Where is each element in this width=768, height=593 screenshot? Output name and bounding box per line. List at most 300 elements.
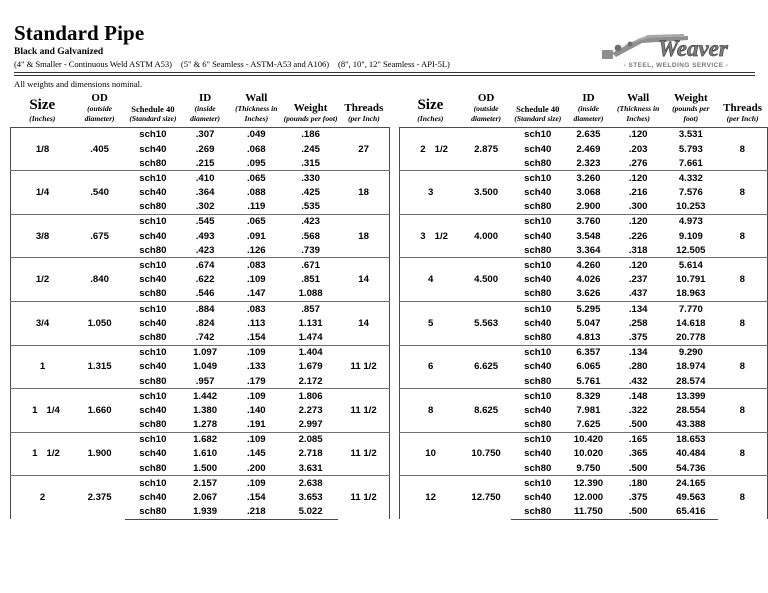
- cell-wall: .375: [628, 492, 648, 504]
- cell-wall: .134: [612, 345, 664, 360]
- cell-weight: .245: [301, 143, 320, 155]
- size-fraction: 1/8: [35, 143, 50, 155]
- table-row: [11, 258, 390, 273]
- cell-schedule: sch40: [524, 274, 552, 286]
- cell-size: [400, 171, 462, 215]
- cell-schedule: sch40: [139, 361, 167, 373]
- cell-id: .824: [195, 317, 215, 329]
- cell-schedule: sch10: [125, 432, 180, 447]
- cell-id: 3.068: [576, 187, 601, 199]
- cell-id: 2.323: [576, 157, 601, 169]
- cell-weight: 7.576: [678, 187, 703, 199]
- cell-id: .302: [195, 201, 215, 213]
- pipe-table-right: [399, 92, 768, 520]
- cell-weight: 1.088: [298, 288, 323, 300]
- cell-schedule: sch80: [524, 288, 552, 300]
- cell-schedule: sch40: [139, 187, 167, 199]
- cell-od: .840: [74, 258, 125, 302]
- cell-size: [400, 258, 462, 302]
- column-header-wall: [612, 92, 664, 127]
- column-header-title: Threads: [344, 101, 384, 114]
- cell-schedule: sch10: [125, 389, 180, 404]
- size-fraction: 1/2: [46, 448, 60, 460]
- column-header-subtitle: (inside diameter): [573, 104, 604, 124]
- cell-schedule: sch40: [139, 404, 167, 416]
- cell-id: 2.469: [576, 143, 601, 155]
- cell-weight: 10.253: [676, 201, 706, 213]
- logo-brand-text: Weaver: [658, 36, 728, 61]
- cell-size: [400, 214, 462, 258]
- cell-schedule: sch40: [524, 143, 552, 155]
- cell-schedule: sch10: [511, 171, 565, 186]
- size-fraction: 6: [427, 361, 434, 373]
- cell-id: 3.260: [565, 171, 613, 186]
- cell-threads: 8: [739, 143, 745, 155]
- cell-schedule: sch80: [511, 505, 565, 520]
- cell-wall: .500: [628, 462, 648, 474]
- cell-weight: 1.131: [298, 317, 323, 329]
- cell-wall: .179: [246, 375, 266, 387]
- table-row: [400, 432, 768, 447]
- cell-wall: .109: [230, 389, 283, 404]
- cell-weight: 1.806: [283, 389, 338, 404]
- cell-wall: .068: [246, 143, 266, 155]
- cell-od: .405: [90, 143, 109, 155]
- cell-weight: .851: [301, 274, 320, 286]
- cell-weight: 4.332: [664, 171, 718, 186]
- column-header-schedule-40: [125, 92, 180, 127]
- cell-wall: .154: [246, 331, 266, 343]
- cell-wall: .280: [628, 361, 648, 373]
- cell-weight: .568: [301, 230, 320, 242]
- column-header-title: Size: [29, 97, 56, 114]
- cell-od: 6.625: [461, 345, 511, 389]
- cell-weight: 2.172: [298, 375, 323, 387]
- cell-schedule: sch10: [511, 345, 565, 360]
- cell-schedule: sch80: [139, 244, 167, 256]
- cell-id: .307: [195, 129, 215, 141]
- cell-wall: .134: [612, 302, 664, 317]
- cell-wall: .276: [628, 157, 648, 169]
- spec-standard-2: (5" & 6" Seamless - ASTM-A53 and A106): [180, 59, 330, 70]
- cell-threads: 8: [718, 171, 768, 215]
- cell-wall: .049: [246, 129, 266, 141]
- cell-wall: .318: [628, 244, 648, 256]
- cell-schedule: sch10: [511, 214, 565, 229]
- size-fraction: 12: [425, 492, 436, 504]
- page-title: Standard Pipe: [14, 21, 145, 45]
- logo-tagline: - STEEL, WELDING SERVICE -: [623, 62, 729, 69]
- cell-wall: .154: [246, 492, 266, 504]
- size-fraction: 1/2: [434, 230, 448, 242]
- cell-weight: 2.997: [298, 419, 323, 431]
- cell-id: 1.442: [181, 389, 230, 404]
- cell-id: .364: [195, 187, 215, 199]
- weaver-logo: [596, 26, 756, 72]
- cell-weight: 2.085: [283, 432, 338, 447]
- cell-id: 2.900: [576, 201, 601, 213]
- column-header-subtitle: (Standard size): [129, 114, 177, 124]
- cell-wall: .133: [246, 361, 266, 373]
- size-fraction: 1: [39, 361, 46, 373]
- cell-schedule: sch80: [524, 201, 552, 213]
- cell-weight: 2.718: [298, 448, 323, 460]
- cell-threads: 8: [718, 214, 768, 258]
- size-whole-number: 1: [32, 448, 38, 460]
- cell-schedule: sch40: [524, 361, 552, 373]
- cell-od: .540: [74, 171, 125, 215]
- column-header-subtitle: (Thickness in Inches): [616, 104, 660, 124]
- cell-weight: 7.661: [678, 157, 703, 169]
- cell-wall: .126: [246, 244, 266, 256]
- cell-weight: 18.963: [676, 288, 706, 300]
- cell-od: 4.000: [461, 214, 511, 258]
- cell-schedule: sch80: [139, 375, 167, 387]
- cell-od: 1.315: [74, 345, 125, 389]
- cell-weight: .671: [283, 258, 338, 273]
- cell-weight: 2.273: [298, 404, 323, 416]
- cell-id: 1.610: [193, 448, 218, 460]
- size-fraction: 1/2: [35, 274, 50, 286]
- cell-size: [11, 345, 75, 389]
- cell-wall: .145: [246, 448, 266, 460]
- cell-od: 3.500: [461, 171, 511, 215]
- cell-threads: 11 1/2: [338, 345, 389, 389]
- cell-od: .675: [74, 214, 125, 258]
- cell-schedule: sch40: [524, 404, 552, 416]
- column-header-size: [400, 92, 462, 127]
- cell-schedule: sch10: [511, 302, 565, 317]
- cell-id: 2.067: [193, 492, 218, 504]
- cell-weight: 18.974: [676, 361, 706, 373]
- cell-id: 4.026: [576, 274, 601, 286]
- cell-id: 3.760: [565, 214, 613, 229]
- cell-weight: 14.618: [676, 317, 706, 329]
- cell-schedule: sch10: [511, 258, 565, 273]
- cell-threads: 11 1/2: [338, 432, 389, 476]
- cell-wall: .109: [230, 476, 283, 491]
- cell-id: 1.049: [193, 361, 218, 373]
- cell-wall: .148: [612, 389, 664, 404]
- cell-threads: 18: [338, 214, 389, 258]
- cell-weight: 28.574: [676, 375, 706, 387]
- cell-weight: .423: [283, 214, 338, 229]
- cell-weight: .535: [301, 201, 320, 213]
- cell-weight: 9.109: [678, 230, 703, 242]
- cell-id: 1.278: [193, 419, 218, 431]
- cell-threads: 18: [338, 171, 389, 215]
- column-header-subtitle: (Inches): [29, 114, 56, 124]
- cell-weight: 3.631: [298, 462, 323, 474]
- cell-id: 11.750: [565, 505, 613, 520]
- column-header-subtitle: (per Inch): [347, 114, 380, 124]
- cell-od: 1.660: [74, 389, 125, 433]
- cell-id: .423: [195, 244, 215, 256]
- cell-id: 1.682: [181, 432, 230, 447]
- cell-threads: 27: [358, 143, 369, 155]
- cell-wall: .109: [230, 432, 283, 447]
- cell-schedule: sch80: [524, 331, 552, 343]
- cell-schedule: sch80: [524, 419, 552, 431]
- cell-schedule: sch10: [125, 258, 180, 273]
- cell-weight: 5.614: [664, 258, 718, 273]
- cell-weight: 1.474: [298, 331, 323, 343]
- size-fraction: 1/4: [35, 187, 50, 199]
- cell-size: [11, 171, 75, 215]
- cell-schedule: sch40: [139, 448, 167, 460]
- size-fraction: 3: [427, 187, 434, 199]
- nominal-dimensions-note: All weights and dimensions nominal.: [14, 79, 143, 90]
- cell-wall: .165: [612, 432, 664, 447]
- cell-id: 1.939: [181, 505, 230, 520]
- cell-schedule: sch10: [125, 214, 180, 229]
- weaver-logo-graphic: [596, 26, 756, 72]
- cell-weight: 20.778: [676, 331, 706, 343]
- cell-id: 1.097: [181, 345, 230, 360]
- cell-id: 6.065: [576, 361, 601, 373]
- cell-wall: .119: [247, 201, 266, 213]
- cell-id: 3.626: [576, 288, 601, 300]
- pipe-table-right-block: [390, 92, 768, 520]
- table-row: [400, 345, 768, 360]
- size-fraction: 10: [425, 448, 436, 460]
- pipe-table-left: [10, 92, 390, 520]
- cell-schedule: sch40: [524, 492, 552, 504]
- column-header-title: ID: [198, 92, 212, 104]
- column-header-subtitle: (outside diameter): [84, 104, 115, 124]
- size-fraction: 1/2: [434, 143, 448, 155]
- table-row: [11, 476, 390, 491]
- pipe-table-right-head: [400, 92, 768, 127]
- column-header-title: Weight: [674, 92, 708, 104]
- cell-weight: 9.290: [664, 345, 718, 360]
- cell-wall: .083: [230, 258, 283, 273]
- cell-id: .884: [181, 302, 230, 317]
- cell-wall: .258: [628, 317, 648, 329]
- cell-weight: 3.531: [678, 129, 703, 141]
- cell-id: 4.260: [565, 258, 613, 273]
- cell-size: [400, 476, 462, 520]
- cell-weight: .330: [283, 171, 338, 186]
- cell-wall: .375: [628, 331, 648, 343]
- cell-od: 12.750: [461, 476, 511, 520]
- cell-wall: .226: [628, 230, 648, 242]
- cell-id: 4.813: [576, 331, 601, 343]
- cell-weight: 4.973: [664, 214, 718, 229]
- table-row: [11, 171, 390, 186]
- cell-schedule: sch10: [125, 345, 180, 360]
- cell-id: 2.157: [181, 476, 230, 491]
- cell-wall: .065: [230, 214, 283, 229]
- cell-schedule: sch10: [139, 129, 167, 141]
- cell-schedule: sch80: [139, 201, 167, 213]
- cell-schedule: sch40: [524, 230, 552, 242]
- cell-id: .410: [181, 171, 230, 186]
- cell-size: [11, 214, 75, 258]
- cell-id: 1.500: [193, 462, 218, 474]
- cell-schedule: sch80: [139, 288, 167, 300]
- size-fraction: 4: [427, 274, 434, 286]
- table-row: [400, 127, 768, 142]
- cell-schedule: sch40: [139, 492, 167, 504]
- cell-wall: .095: [246, 157, 266, 169]
- cell-id: 10.420: [565, 432, 613, 447]
- cell-id: .493: [195, 230, 215, 242]
- cell-od: 8.625: [461, 389, 511, 433]
- cell-schedule: sch80: [139, 331, 167, 343]
- table-row: [400, 476, 768, 491]
- cell-weight: 12.505: [676, 244, 706, 256]
- cell-id: .545: [181, 214, 230, 229]
- cell-schedule: sch80: [524, 375, 552, 387]
- pipe-table-left-block: [0, 92, 390, 520]
- cell-threads: 14: [338, 258, 389, 302]
- document-subtitle: Black and Galvanized: [14, 47, 104, 58]
- table-row: [11, 345, 390, 360]
- cell-id: .957: [195, 375, 215, 387]
- size-fraction: 3/4: [35, 317, 50, 329]
- column-header-title: Wall: [245, 92, 268, 104]
- cell-wall: .218: [230, 505, 283, 520]
- size-whole-number: 2: [420, 143, 426, 155]
- cell-wall: .109: [246, 274, 266, 286]
- table-row: [400, 258, 768, 273]
- cell-schedule: sch80: [125, 505, 180, 520]
- cell-weight: .315: [301, 157, 320, 169]
- cell-wall: .432: [628, 375, 648, 387]
- cell-id: 1.380: [193, 404, 218, 416]
- cell-size: [400, 389, 462, 433]
- cell-size: [11, 389, 75, 433]
- cell-wall: .065: [230, 171, 283, 186]
- cell-id: 3.548: [576, 230, 601, 242]
- cell-schedule: sch10: [524, 129, 552, 141]
- cell-weight: 5.793: [678, 143, 703, 155]
- cell-wall: .322: [628, 404, 648, 416]
- cell-weight: 49.563: [676, 492, 706, 504]
- table-row: [11, 389, 390, 404]
- cell-schedule: sch10: [511, 432, 565, 447]
- cell-wall: .216: [628, 187, 648, 199]
- cell-wall: .437: [628, 288, 648, 300]
- size-fraction: 2: [39, 492, 46, 504]
- cell-threads: 14: [338, 302, 389, 346]
- cell-size: [400, 127, 462, 171]
- cell-weight: 3.653: [298, 492, 323, 504]
- pipe-table-left-head: [11, 92, 390, 127]
- column-header-threads: [338, 92, 389, 127]
- column-header-subtitle: (Thickness in Inches): [235, 104, 278, 124]
- cell-weight: 5.022: [283, 505, 338, 520]
- column-header-weight: [283, 92, 338, 127]
- cell-id: 6.357: [565, 345, 613, 360]
- cell-weight: 7.770: [664, 302, 718, 317]
- column-header-schedule-40: [511, 92, 565, 127]
- cell-weight: 1.404: [283, 345, 338, 360]
- cell-weight: .425: [301, 187, 320, 199]
- cell-od: 4.500: [461, 258, 511, 302]
- cell-weight: 54.736: [676, 462, 706, 474]
- cell-schedule: sch80: [139, 157, 167, 169]
- column-header-od: [461, 92, 511, 127]
- cell-threads: 8: [718, 389, 768, 433]
- header-divider: [14, 72, 755, 76]
- cell-schedule: sch40: [139, 143, 167, 155]
- table-row: [11, 214, 390, 229]
- cell-id: 12.000: [573, 492, 604, 504]
- spec-standard-3: (8", 10", 12" Seamless - API-5L): [338, 59, 450, 70]
- cell-weight: 1.679: [298, 361, 323, 373]
- column-header-subtitle: (outside diameter): [471, 104, 502, 124]
- cell-id: 5.295: [565, 302, 613, 317]
- cell-size: [11, 302, 75, 346]
- cell-schedule: sch40: [524, 187, 552, 199]
- cell-wall: .180: [612, 476, 664, 491]
- cell-threads: 8: [718, 432, 768, 476]
- cell-size: [400, 345, 462, 389]
- cell-wall: .500: [628, 419, 648, 431]
- table-row: [400, 214, 768, 229]
- cell-weight: 43.388: [676, 419, 706, 431]
- cell-wall: .200: [246, 462, 266, 474]
- cell-id: .215: [195, 157, 215, 169]
- cell-schedule: sch80: [524, 157, 552, 169]
- column-header-weight: [664, 92, 718, 127]
- table-row: [11, 302, 390, 317]
- spec-standard-1: (4" & Smaller - Continuous Weld ASTM A53): [14, 59, 172, 70]
- cell-threads: 8: [718, 476, 768, 520]
- cell-id: 8.329: [565, 389, 613, 404]
- cell-schedule: sch10: [125, 476, 180, 491]
- cell-od: 2.875: [474, 143, 499, 155]
- column-header-subtitle: (Standard size): [514, 114, 562, 124]
- cell-weight: 13.399: [664, 389, 718, 404]
- column-header-subtitle: (Inches): [417, 114, 444, 124]
- cell-wall: .109: [230, 345, 283, 360]
- cell-id: .269: [195, 143, 215, 155]
- table-row: [400, 302, 768, 317]
- table-row: [400, 389, 768, 404]
- cell-weight: 10.791: [676, 274, 706, 286]
- cell-schedule: sch40: [524, 317, 552, 329]
- cell-size: [400, 302, 462, 346]
- cell-wall: .500: [612, 505, 664, 520]
- cell-id: .546: [195, 288, 215, 300]
- cell-wall: .120: [628, 129, 648, 141]
- cell-threads: 8: [718, 345, 768, 389]
- cell-weight: 24.165: [664, 476, 718, 491]
- cell-wall: .120: [612, 214, 664, 229]
- cell-schedule: sch80: [524, 244, 552, 256]
- cell-schedule: sch10: [511, 476, 565, 491]
- cell-threads: 11 1/2: [338, 476, 389, 520]
- size-fraction: 3/8: [35, 230, 50, 242]
- header-row-left: [11, 92, 390, 127]
- column-header-id: [565, 92, 613, 127]
- cell-schedule: sch10: [125, 171, 180, 186]
- column-header-title: Schedule 40: [131, 103, 175, 114]
- cell-schedule: sch10: [511, 389, 565, 404]
- column-header-title: Threads: [723, 101, 763, 114]
- cell-schedule: sch80: [524, 462, 552, 474]
- cell-size: [400, 432, 462, 476]
- cell-threads: 8: [718, 302, 768, 346]
- cell-schedule: sch80: [139, 462, 167, 474]
- cell-wall: .191: [246, 419, 266, 431]
- size-whole-number: 3: [420, 230, 426, 242]
- cell-id: 5.047: [576, 317, 601, 329]
- cell-wall: .140: [246, 404, 266, 416]
